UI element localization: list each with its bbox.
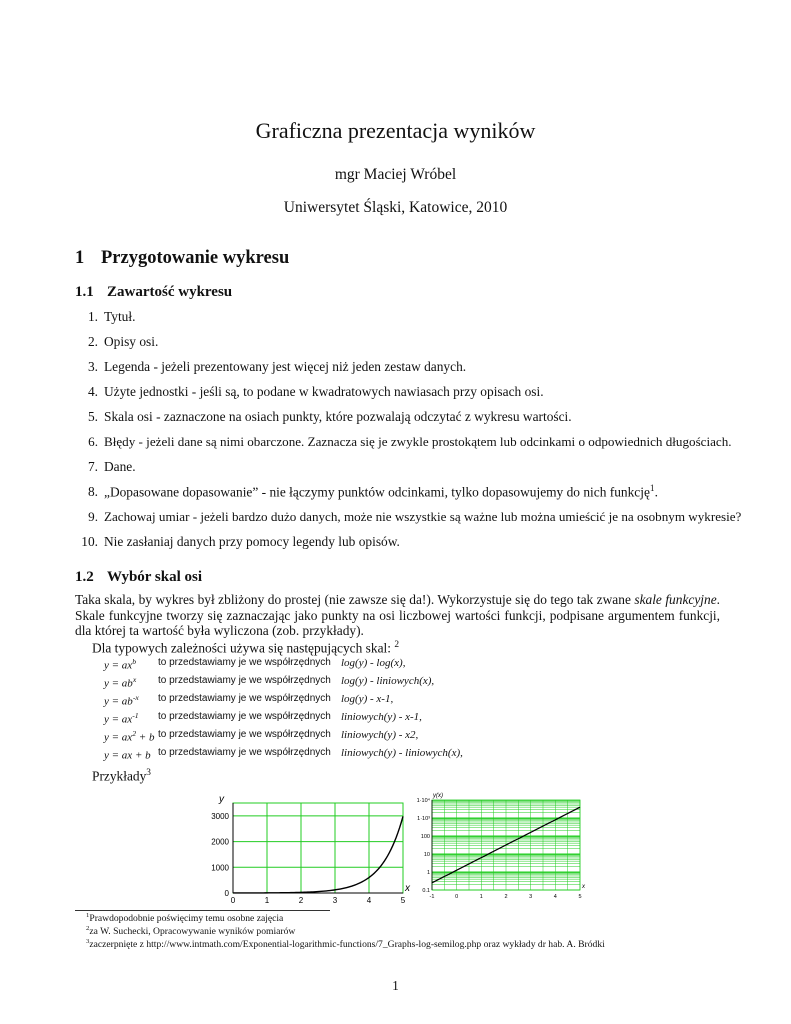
- list-item-text: Nie zasłaniaj danych przy pomocy legendy lub opisów.: [104, 534, 400, 549]
- list-item: [75, 309, 135, 325]
- list-item: [75, 459, 136, 475]
- footnote-rule: [75, 910, 330, 911]
- list-item-text: Dane.: [104, 459, 136, 474]
- scale-middle: to przedstawiamy je we współrzędnych: [158, 675, 331, 686]
- list-item: [75, 384, 544, 400]
- section-heading: [75, 248, 289, 269]
- y-tick-label: 1: [426, 870, 430, 876]
- subsection-heading: [75, 284, 232, 301]
- scale-result: log(y) - x-1,: [341, 693, 394, 705]
- subsection-number: 1.2: [75, 569, 94, 585]
- scale-result: log(y) - log(x),: [341, 657, 406, 669]
- list-item-number: 7.: [87, 459, 98, 474]
- list-item-text: „Dopasowane dopasowanie” - nie łączymy punktów odcinkami, tylko dopasowujemy do nich funkcję: [104, 484, 650, 500]
- scale-middle: to przedstawiamy je we współrzędnych: [158, 729, 331, 740]
- x-tick-label: 0: [230, 896, 236, 905]
- scale-formula: y = ax + b: [104, 749, 151, 762]
- y-axis-label: y: [219, 794, 224, 805]
- intro-text: Dla typowych zależności używa się następujących skal:: [92, 640, 391, 656]
- y-tick-label: 1000: [211, 863, 229, 873]
- list-item: [75, 409, 572, 425]
- y-tick-label: 3000: [211, 811, 229, 821]
- x-axis-label: x: [582, 884, 585, 890]
- list-item-number: 2.: [87, 334, 98, 349]
- scale-result: liniowych(y) - liniowych(x),: [341, 747, 463, 759]
- y-tick-label: 0.1: [422, 888, 430, 894]
- list-item-text: Legenda - jeżeli prezentowany jest więcej niż jeden zestaw danych.: [104, 359, 467, 374]
- y-tick-label: 1·10³: [417, 816, 430, 822]
- x-tick-label: 5: [578, 894, 582, 900]
- semilog-chart: [408, 790, 588, 905]
- paragraph-emphasis: skale funkcyjne: [634, 592, 717, 607]
- list-item: [75, 534, 400, 550]
- x-tick-label: 1: [264, 896, 270, 905]
- scale-row: [0, 657, 791, 674]
- list-item-number: 1.: [87, 309, 98, 324]
- list-item: [75, 434, 732, 450]
- paragraph-text: . Skale funkcyjne tworzy się zaznaczając jako punkty na osi liczbowej wartości funkcji, podpisane argumentem funkcji, dla której ta wartość była wyliczona (zob. przykłady).: [75, 592, 720, 638]
- list-item-number: 10.: [81, 534, 98, 549]
- y-tick-label: 10: [423, 852, 430, 858]
- scale-row: [0, 693, 791, 710]
- scale-middle: to przedstawiamy je we współrzędnych: [158, 747, 331, 758]
- subsection-title: Zawartość wykresu: [107, 284, 233, 300]
- page-number: 1: [392, 978, 399, 993]
- footnote: [86, 912, 283, 924]
- list-item-punct: .: [654, 484, 658, 500]
- x-tick-label: 2: [298, 896, 304, 905]
- scale-middle: to przedstawiamy je we współrzędnych: [158, 693, 331, 704]
- linear-scale-chart: [195, 790, 420, 905]
- scale-middle: to przedstawiamy je we współrzędnych: [158, 657, 331, 668]
- scale-formula: $y = ab^x$: [104, 675, 137, 690]
- section-title: Przygotowanie wykresu: [101, 248, 290, 268]
- footnote: [86, 925, 295, 937]
- footnote-ref: 2: [394, 640, 399, 650]
- footnote-text: zaczerpnięte z http://www.intmath.com/Exponential-logarithmic-functions/7_Graphs-log-semilog.php oraz wykłady dr hab. A. Bródki: [89, 939, 605, 951]
- footnote-mark: 2: [86, 925, 90, 932]
- list-item-number: 4.: [87, 384, 98, 399]
- plot-area: [233, 803, 403, 893]
- affiliation: Uniwersytet Śląski, Katowice, 2010: [283, 199, 508, 216]
- list-item-number: 8.: [87, 484, 98, 500]
- scale-result: log(y) - liniowych(x),: [341, 675, 435, 687]
- x-tick-label: 5: [400, 896, 406, 905]
- footnote-text: Prawdopodobnie poświęcimy temu osobne zajęcia: [89, 913, 284, 925]
- list-item: [75, 334, 158, 350]
- body-paragraph: [75, 592, 720, 639]
- author: mgr Maciej Wróbel: [334, 166, 457, 183]
- x-tick-label: 1: [479, 894, 483, 900]
- scale-result: liniowych(y) - x-1,: [341, 711, 422, 723]
- list-item-text: Opisy osi.: [104, 334, 159, 349]
- list-item-number: 3.: [87, 359, 98, 374]
- paragraph-text: Taka skala, by wykres był zbliżony do prostej (nie zawsze się da!). Wykorzystuje się do tego tak zwane: [75, 592, 635, 607]
- y-tick-label: 2000: [211, 837, 229, 847]
- list-item-text: Skala osi - zaznaczone na osiach punkty, które pozwalają odczytać z wykresu wartości.: [104, 409, 572, 424]
- list-item-text: Tytuł.: [104, 309, 136, 324]
- subsection-number: 1.1: [75, 284, 94, 300]
- scale-row: [0, 729, 791, 746]
- scale-middle: to przedstawiamy je we współrzędnych: [158, 711, 331, 722]
- x-tick-label: 4: [366, 896, 372, 905]
- scale-formula: $y = ax^b$: [104, 657, 137, 672]
- x-tick-label: 4: [553, 894, 557, 900]
- footnote: [86, 938, 605, 950]
- list-item-text: Użyte jednostki - jeśli są, to podane w kwadratowych nawiasach przy opisach osi.: [104, 384, 544, 399]
- section-number: 1: [75, 248, 85, 268]
- x-tick-label: 0: [455, 894, 459, 900]
- footnote-ref: 1: [649, 484, 655, 494]
- x-tick-label: -1: [429, 894, 435, 900]
- list-item-text: Zachowaj umiar - jeżeli bardzo dużo danych, może nie wszystkie są ważne lub można umieścić je na osobnym wykresie?: [104, 509, 742, 524]
- x-tick-label: 2: [504, 894, 508, 900]
- scale-formula: $y = ax^{-1}$: [104, 711, 139, 726]
- paper-title: Graficzna prezentacja wyników: [255, 118, 536, 143]
- list-item-text: Błędy - jeżeli dane są nimi obarczone. Zaznacza się je zwykle prostokątem lub odcinkami o odpowiednich długościach.: [104, 434, 732, 449]
- list-item: [75, 359, 466, 375]
- x-tick-label: 3: [529, 894, 533, 900]
- y-tick-label: 0: [224, 889, 229, 898]
- scale-row: [0, 711, 791, 728]
- subsection-title: Wybór skal osi: [107, 569, 203, 585]
- footnote-text: za W. Suchecki, Opracowywanie wyników pomiarów: [89, 926, 296, 938]
- scale-result: liniowych(y) - x2,: [341, 729, 419, 741]
- scale-row: [0, 675, 791, 692]
- list-item-number: 6.: [88, 434, 98, 449]
- y-tick-label: 1·10⁴: [416, 798, 430, 804]
- x-axis-label: x: [405, 883, 410, 894]
- y-tick-label: 100: [420, 834, 430, 840]
- subsection-heading: [75, 569, 202, 586]
- examples-label: [92, 768, 151, 784]
- footnote-mark: 3: [86, 938, 90, 945]
- intro-line: [92, 640, 399, 656]
- scale-formula: $y = ax^2 + b$: [104, 729, 155, 744]
- y-axis-label: y(x): [433, 793, 443, 799]
- list-item-number: 9.: [88, 509, 98, 524]
- examples-text: Przykłady: [92, 768, 147, 784]
- scale-formula: $y = ab^{-x}$: [104, 693, 139, 708]
- list-item-number: 5.: [87, 409, 98, 424]
- scale-row: [0, 747, 791, 764]
- list-item: [75, 509, 741, 525]
- list-item: [75, 484, 658, 500]
- x-tick-label: 3: [332, 896, 338, 905]
- footnote-ref: 3: [146, 768, 151, 778]
- footnote-mark: 1: [86, 912, 90, 919]
